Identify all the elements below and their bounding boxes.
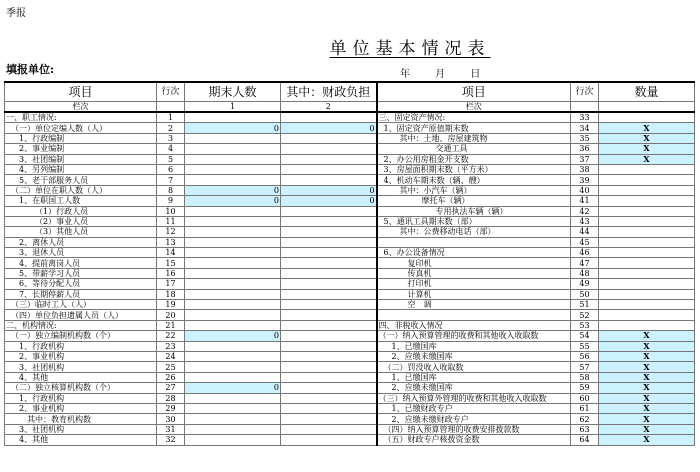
- right-item-label: 1、已缴国库: [377, 372, 571, 382]
- col-label: 栏次: [5, 102, 157, 113]
- quantity-cell[interactable]: X: [599, 393, 695, 403]
- quantity-cell[interactable]: [599, 196, 695, 206]
- fiscal-cell[interactable]: [281, 331, 377, 341]
- left-item-label: 1、行政机构: [5, 393, 157, 403]
- right-row-number: 35: [571, 133, 599, 143]
- left-item-label: 3、退休人员: [5, 248, 157, 258]
- unit-label: 填报单位:: [6, 63, 55, 76]
- table-row: [5, 248, 695, 258]
- table-row: [5, 112, 695, 123]
- table-row: [5, 196, 695, 206]
- right-row-number: 36: [571, 144, 599, 154]
- left-item-label: 1、行政编制: [5, 133, 157, 143]
- left-item-label: 3、社团编制: [5, 154, 157, 164]
- right-item-label: [377, 310, 571, 320]
- left-item-label: （一）独立编制机构数（个）: [5, 331, 157, 341]
- quantity-cell[interactable]: [599, 175, 695, 185]
- right-item-label: 其中：公费移动电话（部）: [377, 227, 571, 237]
- fiscal-cell[interactable]: [281, 258, 377, 268]
- right-row-number: 33: [571, 112, 599, 123]
- left-item-label: 一、职工情况:: [5, 112, 157, 123]
- end-count-cell[interactable]: 0: [185, 383, 281, 393]
- left-item-label: 2、事业机构: [5, 351, 157, 361]
- end-count-cell[interactable]: [185, 320, 281, 330]
- quantity-cell[interactable]: X: [599, 403, 695, 413]
- fiscal-cell[interactable]: [281, 268, 377, 278]
- table-row: [5, 403, 695, 413]
- right-item-label: 5、通讯工具期末数（部）: [377, 216, 571, 226]
- right-row-number: 58: [571, 372, 599, 382]
- header-fiscal: 其中：财政负担: [281, 82, 377, 102]
- right-item-label: 4、机动车期末数（辆、艘）: [377, 175, 571, 185]
- left-row-number: 1: [157, 112, 185, 123]
- right-row-number: 39: [571, 175, 599, 185]
- header-row-no-2: 行次: [571, 82, 599, 102]
- quantity-cell[interactable]: [599, 268, 695, 278]
- right-item-label: 2、应缴未缴国库: [377, 351, 571, 361]
- column-number-row: [5, 102, 695, 113]
- header-item: 项目: [5, 82, 157, 102]
- end-count-cell[interactable]: [185, 258, 281, 268]
- right-row-number: 34: [571, 123, 599, 133]
- quantity-cell[interactable]: X: [599, 435, 695, 445]
- end-count-cell[interactable]: [185, 300, 281, 310]
- right-row-number: 63: [571, 424, 599, 434]
- fiscal-cell[interactable]: [281, 320, 377, 330]
- quantity-cell[interactable]: X: [599, 144, 695, 154]
- basic-info-table: [4, 81, 695, 446]
- right-item-label: 交通工具: [377, 144, 571, 154]
- left-row-number: 27: [157, 383, 185, 393]
- end-count-cell[interactable]: 0: [185, 123, 281, 133]
- quantity-cell[interactable]: X: [599, 331, 695, 341]
- fiscal-cell[interactable]: [281, 435, 377, 445]
- table-row: [5, 227, 695, 237]
- table-row: [5, 414, 695, 424]
- left-row-number: 25: [157, 362, 185, 372]
- fiscal-cell[interactable]: [281, 414, 377, 424]
- left-item-label: 2、事业机构: [5, 403, 157, 413]
- end-count-cell[interactable]: [185, 237, 281, 247]
- right-item-label: 6、办公设备情况: [377, 248, 571, 258]
- right-row-number: 64: [571, 435, 599, 445]
- left-row-number: 21: [157, 320, 185, 330]
- col-label-2: 栏次: [377, 102, 571, 113]
- right-item-label: 1、已缴国库: [377, 341, 571, 351]
- fiscal-cell[interactable]: [281, 300, 377, 310]
- left-row-number: 12: [157, 227, 185, 237]
- fiscal-cell[interactable]: [281, 206, 377, 216]
- right-row-number: 47: [571, 258, 599, 268]
- right-row-number: 57: [571, 362, 599, 372]
- left-row-number: 2: [157, 123, 185, 133]
- table-row: [5, 424, 695, 434]
- quantity-cell[interactable]: [599, 289, 695, 299]
- fiscal-cell[interactable]: [281, 351, 377, 361]
- left-item-label: 7、长期停薪人员: [5, 289, 157, 299]
- left-item-label: 6、等待分配人员: [5, 279, 157, 289]
- right-item-label: 传真机: [377, 268, 571, 278]
- end-count-cell[interactable]: [185, 403, 281, 413]
- end-count-cell[interactable]: [185, 435, 281, 445]
- right-item-label: （四）纳入预算管理的收费安排拨款数: [377, 424, 571, 434]
- right-item-label: 1、固定资产原值期末数: [377, 123, 571, 133]
- fiscal-cell[interactable]: [281, 362, 377, 372]
- left-row-number: 19: [157, 300, 185, 310]
- quantity-cell[interactable]: [599, 237, 695, 247]
- col-1: 1: [185, 102, 281, 113]
- table-row: [5, 123, 695, 133]
- table-row: [5, 164, 695, 174]
- left-item-label: 2、事业编制: [5, 144, 157, 154]
- right-item-label: 计算机: [377, 289, 571, 299]
- table-row: [5, 331, 695, 341]
- fiscal-cell[interactable]: 0: [281, 196, 377, 206]
- end-count-cell[interactable]: [185, 424, 281, 434]
- left-item-label: （二）单位在职人数（人）: [5, 185, 157, 195]
- end-count-cell[interactable]: [185, 310, 281, 320]
- table-row: [5, 341, 695, 351]
- left-row-number: 6: [157, 164, 185, 174]
- left-row-number: 13: [157, 237, 185, 247]
- page-title: 单位基本情况表: [329, 39, 491, 59]
- right-item-label: 3、房屋面积期末数（平方米）: [377, 164, 571, 174]
- table-row: [5, 175, 695, 185]
- quantity-cell[interactable]: [599, 248, 695, 258]
- table-row: [5, 310, 695, 320]
- left-row-number: 14: [157, 248, 185, 258]
- quantity-cell[interactable]: [599, 112, 695, 123]
- header-row-no: 行次: [157, 82, 185, 102]
- fiscal-cell[interactable]: [281, 248, 377, 258]
- right-row-number: 45: [571, 237, 599, 247]
- header-end-count: 期末人数: [185, 82, 281, 102]
- left-row-number: 22: [157, 331, 185, 341]
- fiscal-cell[interactable]: [281, 164, 377, 174]
- left-row-number: 11: [157, 216, 185, 226]
- quantity-cell[interactable]: X: [599, 154, 695, 164]
- table-row: [5, 216, 695, 226]
- left-item-label: （四）单位负担遗属人员（人）: [5, 310, 157, 320]
- fiscal-cell[interactable]: [281, 237, 377, 247]
- right-item-label: （一）纳入预算管理的收费和其他收入收取数: [377, 331, 571, 341]
- quantity-cell[interactable]: X: [599, 383, 695, 393]
- left-row-number: 20: [157, 310, 185, 320]
- table-row: [5, 154, 695, 164]
- left-row-number: 30: [157, 414, 185, 424]
- quantity-cell[interactable]: X: [599, 341, 695, 351]
- right-item-label: 2、应缴未缴国库: [377, 383, 571, 393]
- quantity-cell[interactable]: X: [599, 123, 695, 133]
- right-row-number: 40: [571, 185, 599, 195]
- right-item-label: 三、固定资产情况:: [377, 112, 571, 123]
- right-item-label: （五）财政专户核拨资金数: [377, 435, 571, 445]
- table-row: [5, 435, 695, 445]
- right-row-number: 54: [571, 331, 599, 341]
- left-row-number: 24: [157, 351, 185, 361]
- right-row-number: 51: [571, 300, 599, 310]
- fiscal-cell[interactable]: [281, 227, 377, 237]
- quantity-cell[interactable]: [599, 300, 695, 310]
- end-count-cell[interactable]: [185, 268, 281, 278]
- left-row-number: 31: [157, 424, 185, 434]
- right-item-label: 摩托车（辆）: [377, 196, 571, 206]
- left-item-label: 4、其他: [5, 435, 157, 445]
- table-row: [5, 237, 695, 247]
- end-count-cell[interactable]: 0: [185, 185, 281, 195]
- fiscal-cell[interactable]: [281, 154, 377, 164]
- table-row: [5, 393, 695, 403]
- end-count-cell[interactable]: [185, 164, 281, 174]
- left-row-number: 4: [157, 144, 185, 154]
- end-count-cell[interactable]: [185, 112, 281, 123]
- col-blank-3: [599, 102, 695, 113]
- left-row-number: 29: [157, 403, 185, 413]
- fiscal-cell[interactable]: [281, 310, 377, 320]
- end-count-cell[interactable]: [185, 133, 281, 143]
- left-item-label: （三）临时工人（人）: [5, 300, 157, 310]
- right-row-number: 59: [571, 383, 599, 393]
- left-row-number: 3: [157, 133, 185, 143]
- right-item-label: 其中：土地、房屋建筑物: [377, 133, 571, 143]
- left-row-number: 16: [157, 268, 185, 278]
- table-row: [5, 372, 695, 382]
- right-row-number: 48: [571, 268, 599, 278]
- fiscal-cell[interactable]: [281, 393, 377, 403]
- table-row: [5, 268, 695, 278]
- right-row-number: 56: [571, 351, 599, 361]
- end-count-cell[interactable]: [185, 154, 281, 164]
- left-row-number: 23: [157, 341, 185, 351]
- date-label: 年 月 日: [400, 69, 481, 80]
- right-row-number: 49: [571, 279, 599, 289]
- left-item-label: 4、提前离岗人员: [5, 258, 157, 268]
- left-item-label: 二、机构情况:: [5, 320, 157, 330]
- right-row-number: 42: [571, 206, 599, 216]
- right-item-label: 打印机: [377, 279, 571, 289]
- left-row-number: 17: [157, 279, 185, 289]
- end-count-cell[interactable]: [185, 227, 281, 237]
- left-row-number: 28: [157, 393, 185, 403]
- right-item-label: 复印机: [377, 258, 571, 268]
- quantity-cell[interactable]: X: [599, 414, 695, 424]
- end-count-cell[interactable]: [185, 341, 281, 351]
- table-row: [5, 185, 695, 195]
- right-item-label: 空 调: [377, 300, 571, 310]
- report-period: 季报: [6, 8, 26, 19]
- right-row-number: 53: [571, 320, 599, 330]
- right-item-label: [377, 237, 571, 247]
- fiscal-cell[interactable]: [281, 144, 377, 154]
- fiscal-cell[interactable]: [281, 279, 377, 289]
- fiscal-cell[interactable]: [281, 424, 377, 434]
- end-count-cell[interactable]: [185, 289, 281, 299]
- right-item-label: 专用执法车辆（辆）: [377, 206, 571, 216]
- end-count-cell[interactable]: [185, 362, 281, 372]
- right-row-number: 52: [571, 310, 599, 320]
- left-item-label: 5、带薪学习人员: [5, 268, 157, 278]
- left-item-label: 其中：教育机构数: [5, 414, 157, 424]
- quantity-cell[interactable]: [599, 258, 695, 268]
- table-row: [5, 144, 695, 154]
- header-item-2: 项目: [377, 82, 571, 102]
- right-row-number: 46: [571, 248, 599, 258]
- left-item-label: 1、在职国工人数: [5, 196, 157, 206]
- table-row: [5, 383, 695, 393]
- fiscal-cell[interactable]: 0: [281, 185, 377, 195]
- left-row-number: 5: [157, 154, 185, 164]
- quantity-cell[interactable]: X: [599, 424, 695, 434]
- right-item-label: （三）纳入预算外管理的收费和其他收入收取数: [377, 393, 571, 403]
- left-item-label: 2、离休人员: [5, 237, 157, 247]
- right-item-label: （二）罚没收入收取数: [377, 362, 571, 372]
- end-count-cell[interactable]: 0: [185, 196, 281, 206]
- left-item-label: 3、社团机构: [5, 362, 157, 372]
- end-count-cell[interactable]: [185, 206, 281, 216]
- table-row: [5, 289, 695, 299]
- end-count-cell[interactable]: [185, 393, 281, 403]
- left-row-number: 10: [157, 206, 185, 216]
- left-row-number: 32: [157, 435, 185, 445]
- fiscal-cell[interactable]: [281, 289, 377, 299]
- quantity-cell[interactable]: X: [599, 362, 695, 372]
- quantity-cell[interactable]: [599, 206, 695, 216]
- left-item-label: （1）行政人员: [5, 206, 157, 216]
- quantity-cell[interactable]: X: [599, 351, 695, 361]
- end-count-cell[interactable]: [185, 216, 281, 226]
- fiscal-cell[interactable]: [281, 383, 377, 393]
- end-count-cell[interactable]: [185, 372, 281, 382]
- col-blank: [157, 102, 185, 113]
- right-item-label: 1、已缴财政专户: [377, 403, 571, 413]
- quantity-cell[interactable]: X: [599, 372, 695, 382]
- table-row: [5, 300, 695, 310]
- quantity-cell[interactable]: [599, 279, 695, 289]
- right-row-number: 37: [571, 154, 599, 164]
- end-count-cell[interactable]: [185, 175, 281, 185]
- col-2: 2: [281, 102, 377, 113]
- left-item-label: 3、社团机构: [5, 424, 157, 434]
- right-row-number: 50: [571, 289, 599, 299]
- quantity-cell[interactable]: [599, 216, 695, 226]
- right-row-number: 38: [571, 164, 599, 174]
- left-row-number: 26: [157, 372, 185, 382]
- end-count-cell[interactable]: [185, 248, 281, 258]
- right-item-label: 2、办公用房租金开支数: [377, 154, 571, 164]
- left-item-label: 4、另列编制: [5, 164, 157, 174]
- left-item-label: （3）其他人员: [5, 227, 157, 237]
- fiscal-cell[interactable]: [281, 403, 377, 413]
- left-item-label: 4、其他: [5, 372, 157, 382]
- left-item-label: （2）事业人员: [5, 216, 157, 226]
- fiscal-cell[interactable]: [281, 341, 377, 351]
- left-row-number: 9: [157, 196, 185, 206]
- quantity-cell[interactable]: [599, 310, 695, 320]
- right-row-number: 44: [571, 227, 599, 237]
- right-row-number: 41: [571, 196, 599, 206]
- quantity-cell[interactable]: X: [599, 133, 695, 143]
- quantity-cell[interactable]: [599, 320, 695, 330]
- left-row-number: 8: [157, 185, 185, 195]
- table-row: [5, 133, 695, 143]
- fiscal-cell[interactable]: [281, 216, 377, 226]
- right-item-label: 其中：小汽车（辆）: [377, 185, 571, 195]
- right-item-label: 四、非税收入情况: [377, 320, 571, 330]
- table-header-row: [5, 82, 695, 102]
- left-row-number: 15: [157, 258, 185, 268]
- right-row-number: 62: [571, 414, 599, 424]
- right-item-label: 2、应缴未缴财政专户: [377, 414, 571, 424]
- left-item-label: 1、行政机构: [5, 341, 157, 351]
- end-count-cell[interactable]: [185, 144, 281, 154]
- left-item-label: （二）独立核算机构数（个）: [5, 383, 157, 393]
- table-row: [5, 206, 695, 216]
- left-item-label: （一）单位定编人数（人）: [5, 123, 157, 133]
- col-blank-2: [571, 102, 599, 113]
- table-row: [5, 362, 695, 372]
- quantity-cell[interactable]: [599, 227, 695, 237]
- fiscal-cell[interactable]: [281, 133, 377, 143]
- left-item-label: 5、老干部服务人员: [5, 175, 157, 185]
- left-row-number: 18: [157, 289, 185, 299]
- end-count-cell[interactable]: [185, 414, 281, 424]
- fiscal-cell[interactable]: 0: [281, 123, 377, 133]
- table-row: [5, 320, 695, 330]
- right-row-number: 43: [571, 216, 599, 226]
- quantity-cell[interactable]: [599, 185, 695, 195]
- left-row-number: 7: [157, 175, 185, 185]
- table-row: [5, 279, 695, 289]
- right-row-number: 61: [571, 403, 599, 413]
- table-row: [5, 351, 695, 361]
- header-quantity: 数量: [599, 82, 695, 102]
- table-row: [5, 258, 695, 268]
- end-count-cell[interactable]: [185, 279, 281, 289]
- end-count-cell[interactable]: [185, 351, 281, 361]
- fiscal-cell[interactable]: [281, 175, 377, 185]
- right-row-number: 55: [571, 341, 599, 351]
- fiscal-cell[interactable]: [281, 372, 377, 382]
- fiscal-cell[interactable]: [281, 112, 377, 123]
- quantity-cell[interactable]: [599, 164, 695, 174]
- end-count-cell[interactable]: 0: [185, 331, 281, 341]
- right-row-number: 60: [571, 393, 599, 403]
